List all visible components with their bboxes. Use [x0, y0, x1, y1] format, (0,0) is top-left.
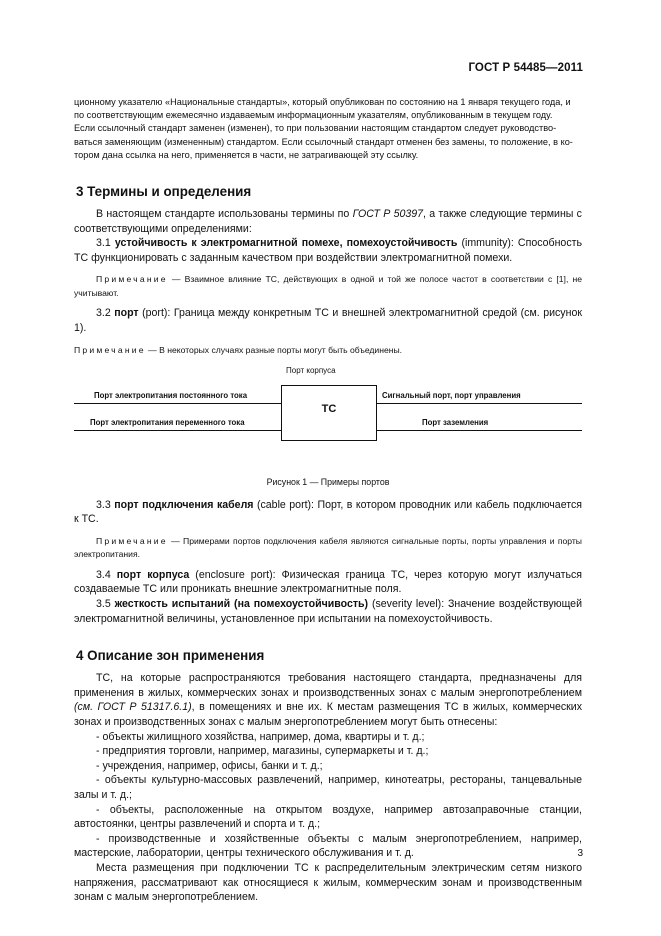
note-3-1: Примечание — Взаимное влияние ТС, действующих в одной и той же полосе частот в соответствии с [1], не учитывают.	[74, 274, 582, 298]
note-3-3: Примечание — Примерами портов подключения кабеля являются сигнальные порты, порты управления и порты электропитания.	[74, 535, 582, 560]
section-4-paragraph-1: ТС, на которые распространяются требования настоящего стандарта, предназначены для применения в жилых, коммерческих зонах и производственных зонах с малым энергопотреблением (см. ГОСТ Р 51317.6.1), в помещениях и вне их. К местам размещения ТС в жилых, коммерческих зонах и производственных зонах с малым энергопотреблением могут быть отнесены:	[74, 672, 582, 729]
list-item: - учреждения, например, офисы, банки и т. д.;	[96, 759, 323, 772]
term-3-1: 3.1 устойчивость к электромагнитной помехе, помехоустойчивость (immunity): Способность ТС функционировать с заданным качеством при воздействии электромагнитной помехи.	[74, 237, 582, 264]
list-item: - предприятия торговли, например, магазины, супермаркеты и т. д.;	[96, 745, 429, 758]
document-header: ГОСТ Р 54485—2011	[468, 62, 583, 74]
term-3-5: 3.5 жесткость испытаний (на помехоустойчивость) (severity level): Значение воздействующей электромагнитной величины, установленное при испытании на помехоустойчивость.	[74, 598, 582, 625]
list-item: - объекты культурно-массовых развлечений, например, кинотеатры, рестораны, танцевальные залы и т. д.;	[74, 774, 582, 801]
ac-power-port-label: Порт электропитания переменного тока	[90, 418, 245, 428]
figure-caption: Рисунок 1 — Примеры портов	[266, 477, 390, 488]
line-right-top	[376, 403, 582, 404]
intro-line: ваться заменяющим (измененным) стандартом. Если ссылочный стандарт отменен без замены, то положение, в ко-	[74, 136, 573, 147]
intro-paragraph	[74, 96, 582, 162]
line-left-bottom	[74, 430, 281, 431]
intro-line: по соответствующим ежемесячно издаваемым информационным указателям, опубликованным в текущем году.	[74, 110, 553, 121]
figure-ports-diagram	[74, 365, 582, 475]
ground-port-label: Порт заземления	[422, 418, 489, 428]
line-right-bottom	[376, 430, 582, 431]
section-3-heading: 3 Термины и определения	[76, 184, 252, 200]
note-3-2: Примечание — В некоторых случаях разные порты могут быть объединены.	[74, 344, 403, 355]
list-item: - объекты жилищного хозяйства, например, дома, квартиры и т. д.;	[96, 730, 425, 743]
list-item: - объекты, расположенные на открытом воздухе, например автозаправочные станции, автостоянки, центры развлечений и спорта и т. д.;	[74, 803, 582, 831]
section-4-heading: 4 Описание зон применения	[76, 648, 265, 664]
locations-list	[74, 730, 582, 861]
intro-line: Если ссылочный стандарт заменен (изменен), то при пользовании настоящим стандартом следует руководство-	[74, 123, 557, 134]
term-3-3: 3.3 порт подключения кабеля (cable port): Порт, в котором проводник или кабель подключается к ТС.	[74, 498, 582, 526]
signal-port-label: Сигнальный порт, порт управления	[382, 391, 521, 401]
line-left-top	[74, 403, 281, 404]
device-box	[281, 385, 377, 441]
term-3-4: 3.4 порт корпуса (enclosure port): Физическая граница ТС, через которую могут излучаться создаваемые ТС или проникать внешние электромагнитные поля.	[74, 568, 582, 596]
page-body	[74, 96, 582, 905]
term-3-2: 3.2 порт (port): Граница между конкретным ТС и внешней электромагнитной средой (см. рисунок 1).	[74, 307, 582, 334]
device-label: ТС	[321, 403, 337, 416]
page-number: 3	[577, 848, 583, 859]
section-4-paragraph-2: Места размещения при подключении ТС к распределительным электрическим сетям низкого напряжения, рассматривают как относящиеся к жилым, коммерческим зонам и производственным зонам с малым энергопотреблением.	[74, 861, 582, 904]
list-item: - производственные и хозяйственные объекты с малым энергопотреблением, например, мастерские, лаборатории, центры технического обслуживания и т. д.	[74, 832, 582, 860]
enclosure-port-label: Порт корпуса	[286, 366, 336, 376]
section-3-intro: В настоящем стандарте использованы термины по ГОСТ Р 50397, а также следующие термины с соответствующими определениями:	[74, 208, 582, 235]
intro-line: ционному указателю «Национальные стандарты», который опубликован по состоянию на 1 января текущего года, и	[74, 97, 571, 107]
intro-line: тором дана ссылка на него, применяется в части, не затрагивающей эту ссылку.	[74, 149, 419, 160]
dc-power-port-label: Порт электропитания постоянного тока	[94, 391, 248, 401]
